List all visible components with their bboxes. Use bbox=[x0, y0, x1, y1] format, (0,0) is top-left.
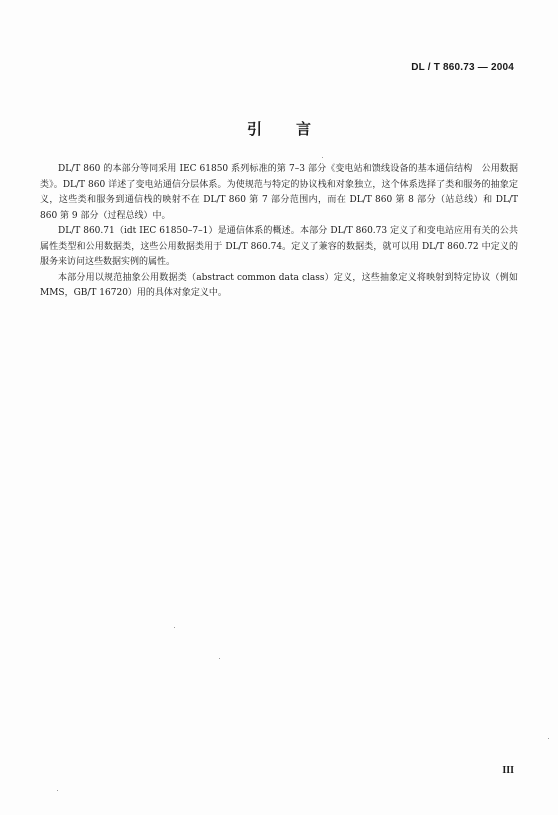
scan-speck bbox=[174, 627, 175, 628]
standard-number: DL / T 860.73 — 2004 bbox=[411, 62, 514, 73]
scan-speck bbox=[219, 658, 220, 659]
scan-speck bbox=[57, 790, 58, 791]
scan-speck bbox=[322, 157, 323, 158]
page-title: 引言 bbox=[246, 120, 345, 138]
paragraph-2: DL/T 860.71（idt IEC 61850–7–1）是通信体系的概述。本部分 DL/T 860.73 定义了和变电站应用有关的公共属性类型和公用数据类，这些公用数据类用于 DL/T 860.74。定义了兼容的数据类，就可以用 DL/T 860.72 中定义的服务来访问这些数据实例的属性。 bbox=[40, 226, 518, 267]
page-number: III bbox=[502, 765, 514, 776]
body-text bbox=[40, 162, 518, 302]
paragraph-3: 本部分用以规范抽象公用数据类（abstract common data class）定义，这些抽象定义将映射到特定协议（例如 MMS，GB/T 16720）用的具体对象定义中。 bbox=[40, 272, 518, 298]
paragraph-1: DL/T 860 的本部分等同采用 IEC 61850 系列标准的第 7–3 部分《变电站和馈线设备的基本通信结构 公用数据类》。DL/T 860 详述了变电站通信分层体系。为使规范与特定的协议栈和对象独立，这个体系选择了类和服务的抽象定义，这些类和服务到通信栈的映射不在 DL/T 860 第 7 部分范围内，而在 DL/T 860 第 8 部分（站总线）和 DL/T 860 第 9 部分（过程总线）中。 bbox=[40, 164, 518, 221]
scan-speck bbox=[548, 738, 549, 739]
